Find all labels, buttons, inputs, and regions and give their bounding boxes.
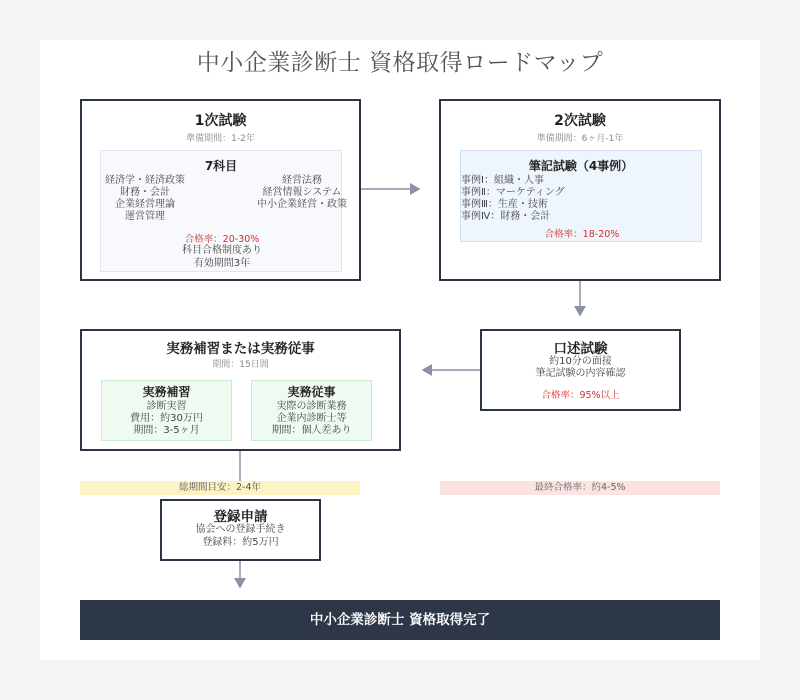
page-title: 中小企業診断士 資格取得ロードマップ — [196, 50, 604, 76]
subject-item: 企業経営理論 — [115, 199, 175, 210]
practice-period: 期間：15日間 — [212, 360, 269, 370]
oral-details — [482, 356, 679, 380]
jyuji-details — [252, 401, 371, 437]
practice-box — [80, 329, 401, 451]
case-item: 事例Ⅳ：財務・会計 — [461, 211, 551, 222]
hoshu-line: 期間：3-5ヶ月 — [133, 425, 200, 436]
jyuji-line: 期間：個人差あり — [271, 425, 352, 436]
hoshu-details — [102, 401, 231, 437]
subject-item: 財務・会計 — [120, 187, 170, 198]
jyuji-panel — [251, 380, 372, 441]
register-line: 登録料：約5万円 — [202, 536, 279, 548]
exam1-box — [80, 99, 361, 281]
exam2-cases — [461, 175, 565, 223]
register-title: 登録申請 — [213, 509, 268, 525]
register-line: 協会への登録手続き — [195, 524, 286, 535]
exam1-pass-rate: 合格率：20-30% — [184, 234, 260, 245]
final-pass-rate-band: 最終合格率：約4-5% — [440, 481, 720, 495]
jyuji-line: 実際の診断業務 — [276, 401, 347, 412]
subjects-right — [247, 175, 357, 211]
oral-line: 約10分の面接 — [549, 356, 612, 367]
oral-title: 口述試験 — [553, 341, 608, 357]
hoshu-line: 費用：約30万円 — [130, 413, 203, 424]
exam1-note: 有効期間3年 — [193, 257, 251, 269]
case-item: 事例Ⅰ：組織・人事 — [461, 175, 544, 186]
subject-item: 中小企業経営・政策 — [257, 199, 347, 210]
exam2-box — [439, 99, 721, 281]
case-item: 事例Ⅲ：生産・技術 — [461, 199, 548, 210]
case-item: 事例Ⅱ：マーケティング — [461, 187, 565, 198]
exam2-written-title: 筆記試験（4事例） — [528, 159, 634, 173]
exam2-pass-rate: 合格率：18-20% — [544, 229, 620, 240]
exam2-written-panel — [460, 150, 702, 242]
subject-item: 経営法務 — [282, 175, 322, 186]
exam1-title: 1次試験 — [194, 113, 247, 129]
completion-bar: 中小企業診断士 資格取得完了 — [80, 600, 720, 640]
subject-item: 運営管理 — [125, 211, 165, 222]
subject-item: 経営情報システム — [262, 187, 342, 198]
jyuji-line: 企業内診断士等 — [276, 413, 347, 424]
oral-line: 筆記試験の内容確認 — [535, 368, 626, 379]
hoshu-title: 実務補習 — [142, 385, 191, 399]
exam1-subjects-panel — [100, 150, 347, 272]
oral-pass-rate: 合格率：95%以上 — [541, 390, 620, 401]
exam2-period: 準備期間：6ヶ月-1年 — [536, 134, 624, 144]
practice-title: 実務補習または実務従事 — [166, 341, 315, 357]
oral-box — [480, 329, 681, 411]
register-box — [160, 499, 321, 561]
subjects-left — [95, 175, 195, 223]
total-period-band: 総期間目安：2-4年 — [80, 481, 360, 495]
jyuji-title: 実務従事 — [287, 385, 336, 399]
exam1-note: 科目合格制度あり — [182, 245, 262, 256]
register-details — [162, 524, 319, 549]
hoshu-panel — [101, 380, 232, 441]
hoshu-line: 診断実習 — [146, 401, 187, 412]
exam1-subjects-title: 7科目 — [204, 159, 238, 173]
subject-item: 経済学・経済政策 — [105, 175, 185, 186]
exam2-title: 2次試験 — [554, 113, 606, 129]
exam1-notes — [101, 245, 343, 270]
exam1-period: 準備期間：1-2年 — [186, 134, 255, 144]
